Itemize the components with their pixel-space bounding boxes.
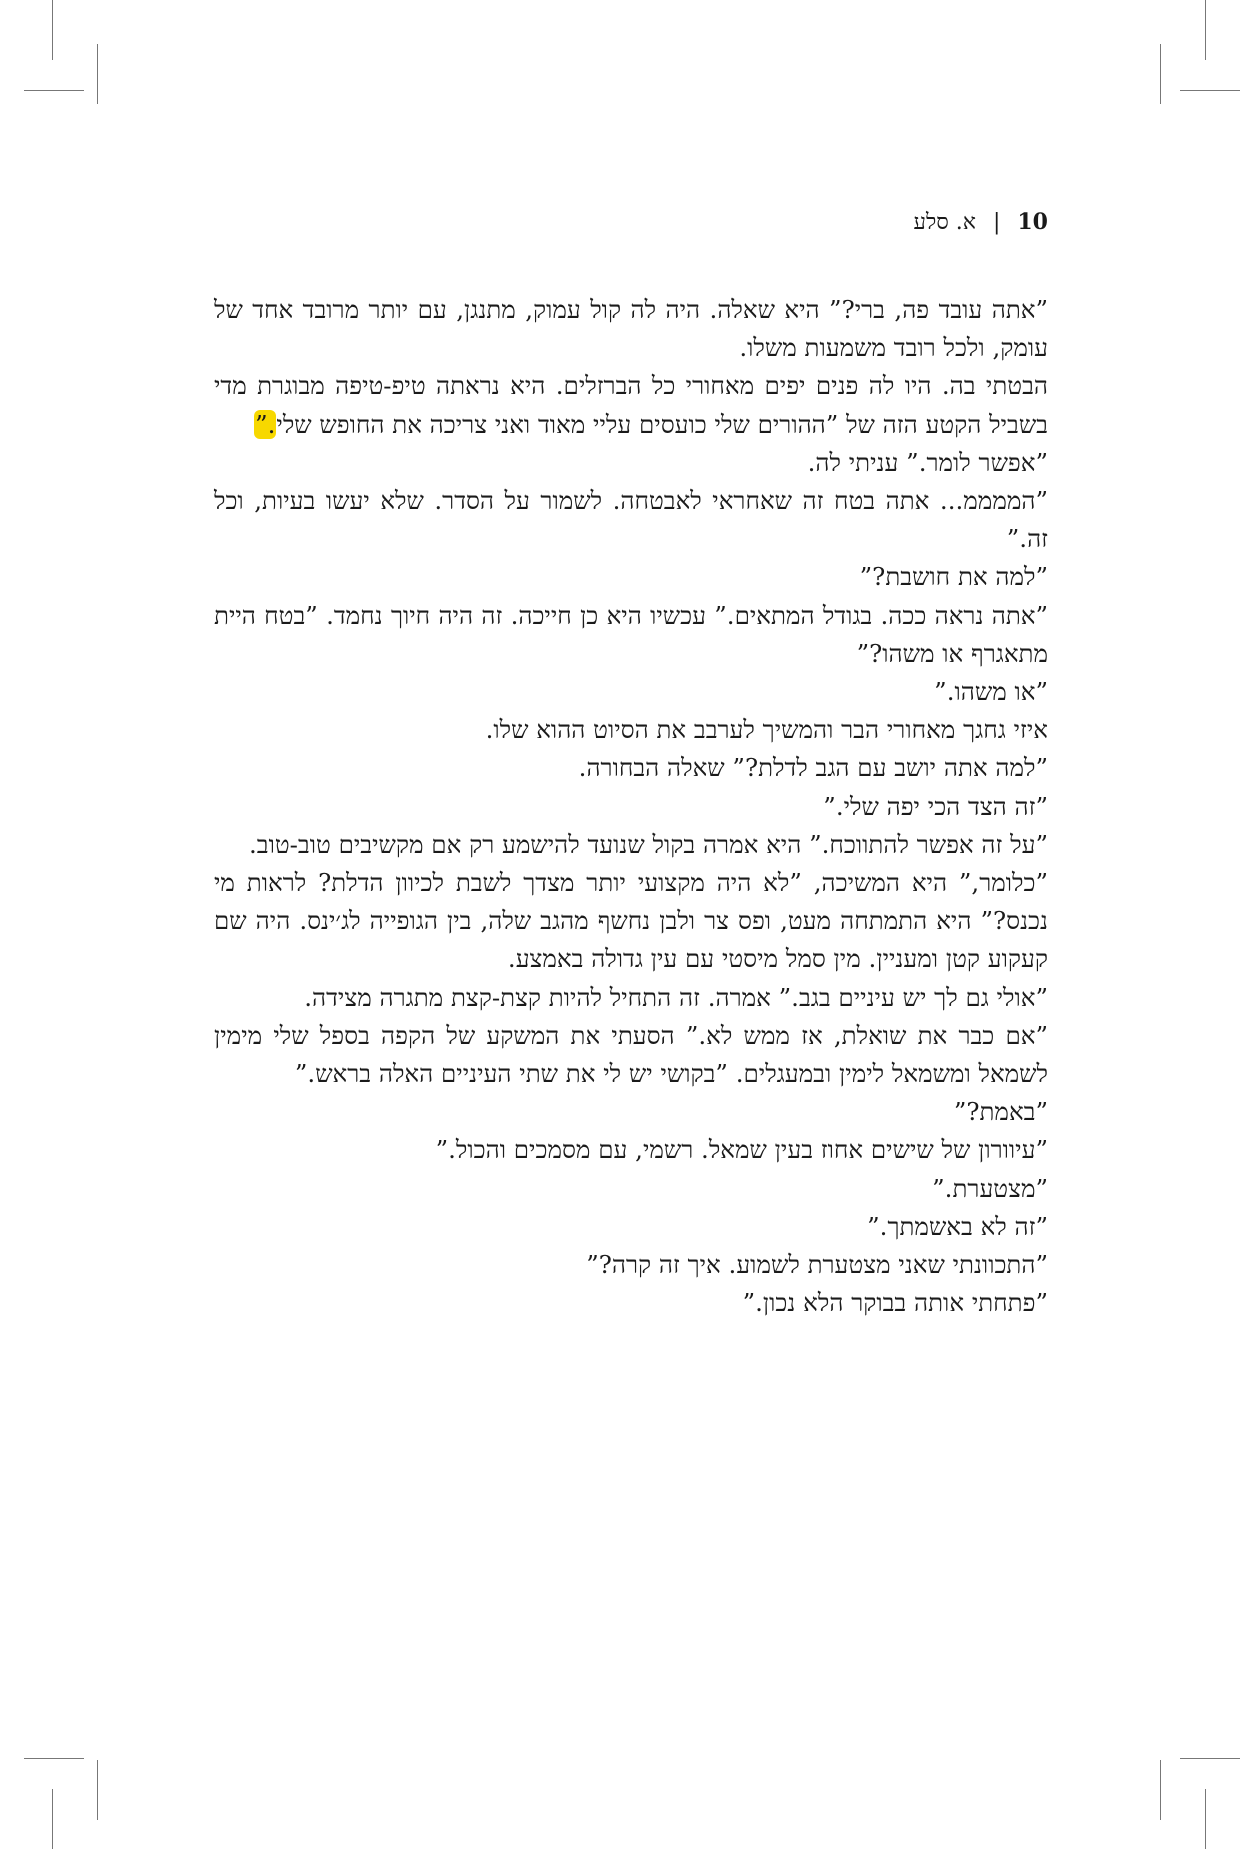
paragraph: ”מצטערת.” <box>932 1173 1048 1203</box>
paragraph: ”התכוונתי שאני מצטערת לשמוע. איך זה קרה?” <box>586 1250 1048 1280</box>
author-name: א. סלע <box>913 210 976 235</box>
paragraph: ”כלומר,” היא המשיכה, ”לא היה מקצועי יותר מצדך לשבת לכיוון הדלת? לראות מי נכנס?” היא התמתחה מעט, ופס צר ולבן נחשף מהגב שלה, בין הגופייה לג׳ינס. היה שם קעקוע קטן ומעניין. מין סמל מיסטי עם עין גדולה באמצע. <box>214 868 1048 974</box>
crop-mark <box>52 0 53 60</box>
crop-mark <box>24 1758 84 1759</box>
paragraph: ”באמת?” <box>953 1097 1048 1127</box>
paragraph: ”אם כבר את שואלת, אז ממש לא.” הסעתי את המשקע של הקפה בספל שלי מימין לשמאל ומשמאל לימין ובמעגלים. ”בקושי יש לי את שתי העיניים האלה בראש.” <box>214 1020 1048 1089</box>
crop-mark <box>1160 44 1161 104</box>
paragraph: ”או משהו.” <box>934 677 1048 707</box>
paragraph: ”זה הצד הכי יפה שלי.” <box>823 791 1048 821</box>
crop-mark <box>1205 1789 1206 1849</box>
crop-mark <box>24 90 84 91</box>
paragraph: ”אתה נראה ככה. בגודל המתאים.” עכשיו היא כן חייכה. זה היה חיוך נחמד. ”בטח היית מתאגרף או משהו?” <box>214 600 1048 668</box>
paragraph: ”אולי גם לך יש עיניים בגב.” אמרה. זה התחיל להיות קצת-קצת מתגרה מצידה. <box>304 982 1048 1012</box>
paragraph: ”פתחתי אותה בבוקר הלא נכון.” <box>742 1288 1048 1318</box>
paragraph: ”אתה עובד פה, ברי?” היא שאלה. היה לה קול עמוק, מתנגן, עם יותר מרובד אחד של עומק, ולכל רובד משמעות משלו. <box>214 295 1048 363</box>
paragraph: איזי גחגך מאחורי הבר והמשיך לערבב את הסיוט ההוא שלו. <box>485 715 1048 745</box>
paragraph: ”למה אתה יושב עם הגב לדלת?” שאלה הבחורה. <box>578 753 1048 783</box>
page-number: 10 <box>1017 209 1048 235</box>
highlighted-text: .” <box>255 409 276 439</box>
crop-mark <box>97 44 98 104</box>
paragraph-text: הבטתי בה. היו לה פנים יפים מאחורי כל הברזלים. היא נראתה טיפ-טיפה מבוגרת מדי בשביל הקטע הזה של ”ההורים שלי כועסים עליי מאוד ואני צריכה את החופש שלי <box>214 371 1048 439</box>
paragraph: ”על זה אפשר להתווכח.” היא אמרה בקול שנועד להישמע רק אם מקשיבים טוב-טוב. <box>248 829 1048 859</box>
crop-mark <box>97 1760 98 1820</box>
running-header <box>914 208 1049 237</box>
crop-mark <box>1205 0 1206 60</box>
paragraph: ”אפשר לומר.” עניתי לה. <box>807 447 1048 477</box>
paragraph: ”עיוורון של שישים אחוז בעין שמאל. רשמי, עם מסמכים והכול.” <box>435 1135 1048 1165</box>
header-separator: | <box>992 210 1001 235</box>
paragraph: ”למה את חושבת?” <box>859 562 1048 592</box>
paragraph: ”זה לא באשמתך.” <box>867 1211 1048 1241</box>
paragraph: ”הממממ... אתה בטח זה שאחראי לאבטחה. לשמור על הסדר. שלא יעשו בעיות, וכל זה.” <box>214 486 1048 554</box>
crop-mark <box>52 1789 53 1849</box>
paragraph <box>214 367 1048 443</box>
body-text <box>214 291 1048 1322</box>
crop-mark <box>1180 90 1240 91</box>
crop-mark <box>1180 1758 1240 1759</box>
crop-mark <box>1160 1760 1161 1820</box>
